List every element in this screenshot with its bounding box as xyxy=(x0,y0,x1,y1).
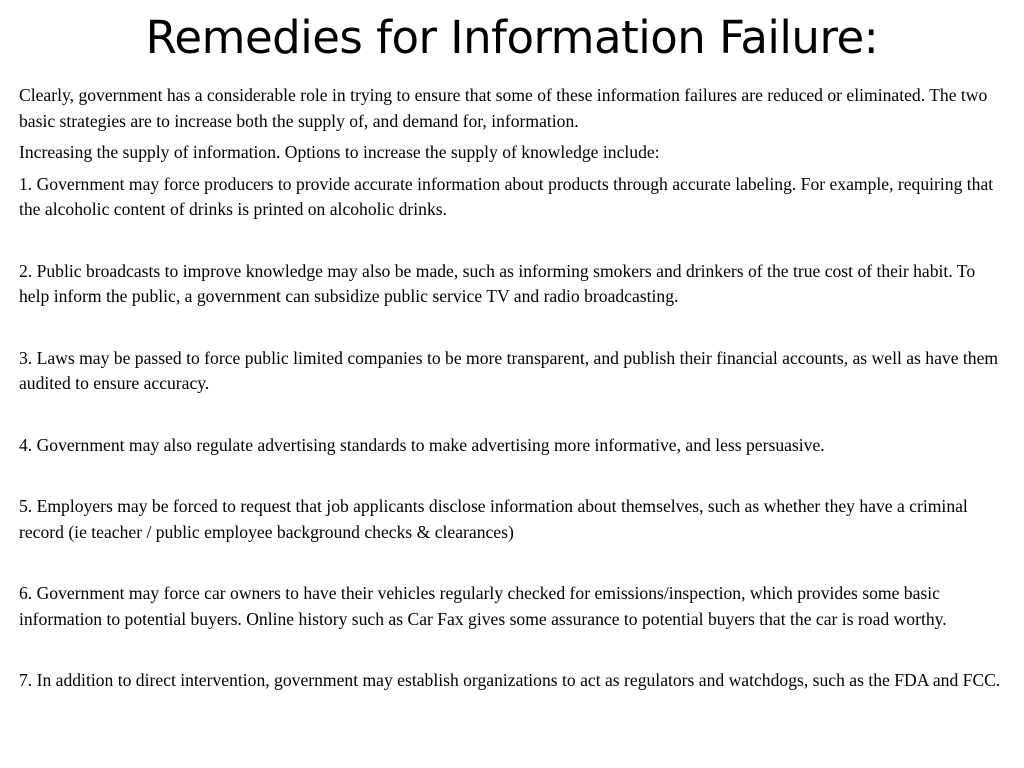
slide-title: Remedies for Information Failure: xyxy=(145,11,879,64)
remedy-item-2: 2. Public broadcasts to improve knowledge may also be made, such as informing smokers and drinkers of the true cost of their habit. To help inform the public, a government can subsidize public service TV and radio broadcasting. xyxy=(19,260,976,306)
remedy-item-7: 7. In addition to direct intervention, government may establish organizations to act as regulators and watchdogs, such as the FDA and FCC. xyxy=(19,670,1001,690)
remedy-item-4: 4. Government may also regulate advertising standards to make advertising more informative, and less persuasive. xyxy=(19,434,825,455)
remedy-item-5: 5. Employers may be forced to request that job applicants disclose information about themselves, such as whether they have a criminal record (ie teacher / public employee background checks & clearances) xyxy=(19,496,968,542)
remedy-item-3: 3. Laws may be passed to force public limited companies to be more transparent, and publish their financial accounts, as well as have them audited to ensure accuracy. xyxy=(19,347,999,393)
supply-heading: Increasing the supply of information. Options to increase the supply of knowledge include: xyxy=(19,142,660,162)
intro-paragraph: Clearly, government has a considerable role in trying to ensure that some of these information failures are reduced or eliminated. The two basic strategies are to increase both the supply of, and demand for, information. xyxy=(19,85,988,131)
remedy-item-6: 6. Government may force car owners to have their vehicles regularly checked for emissions/inspection, which provides some basic information to potential buyers. Online history such as Car Fax gives some assurance to potential buyers that the car is road worthy. xyxy=(19,583,947,629)
slide-body xyxy=(19,83,1009,694)
remedy-item-1: 1. Government may force producers to provide accurate information about products through accurate labeling. For example, requiring that the alcoholic content of drinks is printed on alcoholic drinks. xyxy=(19,173,994,219)
